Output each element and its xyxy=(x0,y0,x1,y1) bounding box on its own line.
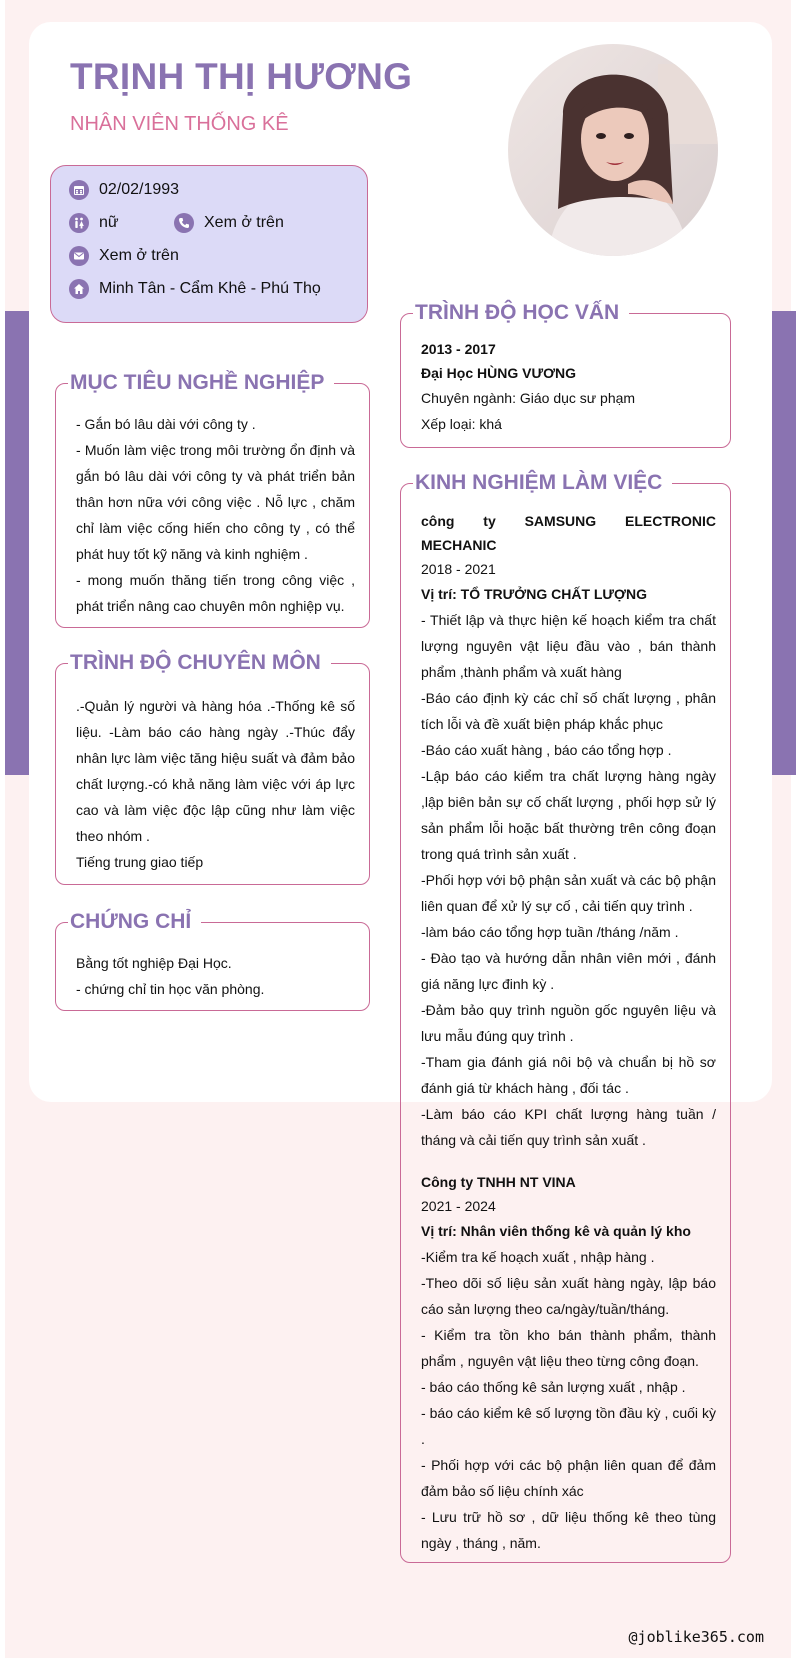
email-row xyxy=(69,246,179,266)
expertise-line: .-Quản lý người và hàng hóa .-Thống kê số liệu. -Làm báo cáo hàng ngày .-Thúc đẩy nhân lực làm việc tăng hiệu suất và đảm bảo chất lượng.-có khả năng làm việc với áp lực cao và làm việc độc lập cũng như làm việc theo nhóm . xyxy=(76,698,355,844)
job-company: công ty SAMSUNG ELECTRONIC MECHANIC xyxy=(421,513,716,553)
gender-value: nữ xyxy=(99,214,119,231)
education-school: Đại Học HÙNG VƯƠNG xyxy=(421,365,577,381)
objective-title: MỤC TIÊU NGHỀ NGHIỆP xyxy=(68,366,334,400)
job-duty: -Theo dõi số liệu sản xuất hàng ngày, lập báo cáo sản lượng theo ca/ngày/tuần/tháng. xyxy=(421,1275,716,1317)
expertise-body xyxy=(76,693,355,875)
job-duty: -Lập báo cáo kiểm tra chất lượng hàng ngày ,lập biên bản sự cố chất lượng , phối hợp sử lý sản phẩm lỗi hoặc bất thường trên công đoạn trong quá trình sản xuất . xyxy=(421,768,716,862)
gender-row xyxy=(69,213,119,233)
job-position: Vị trí: Nhân viên thống kê và quản lý kho xyxy=(421,1223,691,1239)
phone-value: Xem ở trên xyxy=(204,214,284,231)
address-row xyxy=(69,279,321,299)
certificates-section xyxy=(55,910,370,1011)
experience-title: KINH NGHIỆM LÀM VIỆC xyxy=(413,466,672,500)
calendar-icon xyxy=(69,180,89,200)
right-accent-band xyxy=(772,311,796,775)
certificate-line: - chứng chỉ tin học văn phòng. xyxy=(76,981,265,997)
email-value: Xem ở trên xyxy=(99,247,179,264)
birthday-row xyxy=(69,180,179,200)
phone-row xyxy=(174,213,284,233)
objective-line: - mong muốn thăng tiến trong công việc , phát triển nâng cao chuyên môn nghiệp vụ. xyxy=(76,572,355,614)
job-duty: -Kiểm tra kế hoạch xuất , nhập hàng . xyxy=(421,1249,655,1265)
education-major: Chuyên ngành: Giáo dục sư phạm xyxy=(421,390,636,406)
job-duty: - báo cáo thống kê sản lượng xuất , nhập . xyxy=(421,1379,686,1395)
job-period: 2018 - 2021 xyxy=(421,561,496,577)
job-duty: -Tham gia đánh giá nôi bộ và chuẩn bị hồ sơ đánh giá từ khách hàng , đối tác . xyxy=(421,1054,716,1096)
phone-icon xyxy=(174,213,194,233)
job-position: Vị trí: TỔ TRƯỞNG CHẤT LƯỢNG xyxy=(421,586,647,602)
job-duty: - Thiết lập và thực hiện kế hoạch kiểm tra chất lượng nguyên vật liệu đầu vào , bán thành phẩm ,thành phẩm và xuất hàng xyxy=(421,612,716,680)
job-duty: - báo cáo kiểm kê số lượng tồn đầu kỳ , cuối kỳ . xyxy=(421,1405,716,1447)
home-icon xyxy=(69,279,89,299)
job-duty: - Phối hợp với các bộ phận liên quan để đảm đảm bảo số liệu chính xác xyxy=(421,1457,716,1499)
experience-job-1 xyxy=(421,509,716,1153)
address-value: Minh Tân - Cẩm Khê - Phú Thọ xyxy=(99,280,321,297)
objective-section xyxy=(55,371,370,628)
certificates-body xyxy=(76,950,355,1002)
education-grade: Xếp loại: khá xyxy=(421,416,502,432)
expertise-section xyxy=(55,651,370,885)
experience-job-2 xyxy=(421,1170,716,1556)
avatar xyxy=(508,44,718,256)
left-accent-band xyxy=(5,311,29,775)
objective-body xyxy=(76,411,355,619)
avatar-photo xyxy=(508,44,718,256)
job-duty: -Làm báo cáo KPI chất lượng hàng tuần / tháng và cải tiến quy trình sản xuất . xyxy=(421,1106,716,1148)
objective-line: - Gắn bó lâu dài với công ty . xyxy=(76,416,256,432)
certificate-line: Bằng tốt nghiệp Đại Học. xyxy=(76,955,232,971)
job-duty: - Kiểm tra tồn kho bán thành phẩm, thành phẩm , nguyên vật liệu theo từng công đoạn. xyxy=(421,1327,716,1369)
job-duty: - Lưu trữ hồ sơ , dữ liệu thống kê theo tùng ngày , tháng , năm. xyxy=(421,1509,716,1551)
expertise-line: Tiếng trung giao tiếp xyxy=(76,854,204,870)
experience-section xyxy=(400,471,731,1563)
education-body xyxy=(421,337,716,437)
certificates-title: CHỨNG CHỈ xyxy=(68,905,201,939)
job-duty: -làm báo cáo tổng hợp tuần /tháng /năm . xyxy=(421,924,679,940)
education-section xyxy=(400,301,731,448)
job-period: 2021 - 2024 xyxy=(421,1198,496,1214)
candidate-name: TRỊNH THỊ HƯƠNG xyxy=(70,56,413,97)
email-icon xyxy=(69,246,89,266)
expertise-title: TRÌNH ĐỘ CHUYÊN MÔN xyxy=(68,646,331,680)
job-duty: - Đào tạo và hướng dẫn nhân viên mới , đánh giá năng lực đinh kỳ . xyxy=(421,950,716,992)
objective-line: - Muốn làm việc trong môi trường ổn định và gắn bó lâu dài với công ty và phát triển bản thân hơn nữa với công việc . Nỗ lực , chăm chỉ làm việc cống hiến cho công ty , có thể phát huy tốt kỹ năng và kinh nghiệm . xyxy=(76,442,355,562)
education-period: 2013 - 2017 xyxy=(421,341,496,357)
job-title: NHÂN VIÊN THỐNG KÊ xyxy=(70,113,289,135)
contact-info-box xyxy=(50,165,368,323)
watermark: @joblike365.com xyxy=(628,1628,764,1646)
job-duty: -Đảm bảo quy trình nguồn gốc nguyên liệu và lưu mẫu đúng quy trình . xyxy=(421,1002,716,1044)
gender-icon xyxy=(69,213,89,233)
job-duty: -Báo cáo xuất hàng , báo cáo tổng hợp . xyxy=(421,742,672,758)
job-duty: -Báo cáo định kỳ các chỉ số chất lượng , phân tích lỗi và đề xuất biện pháp khắc phục xyxy=(421,690,716,732)
birthday-value: 02/02/1993 xyxy=(99,181,180,198)
job-duty: -Phối hợp với bộ phận sản xuất và các bộ phận liên quan để xử lý sự cố , cải tiến quy trình . xyxy=(421,872,716,914)
education-title: TRÌNH ĐỘ HỌC VẤN xyxy=(413,296,629,330)
job-company: Công ty TNHH NT VINA xyxy=(421,1174,576,1190)
